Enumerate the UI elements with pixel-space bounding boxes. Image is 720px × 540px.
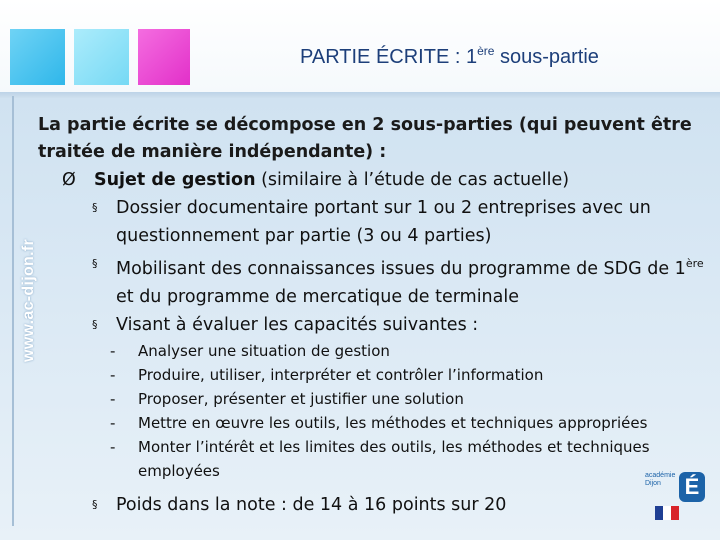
intro-text: La partie écrite se décompose en 2 sous-parties (qui peuvent être traitée de manière indépendante) : — [38, 115, 692, 162]
dash-bullet: - — [110, 414, 116, 432]
capacite-text: Monter l’intérêt et les limites des outils, les méthodes et techniques employées — [138, 438, 650, 480]
academie-logo-text: académie Dijon — [645, 472, 676, 487]
list-item-mobilisant — [38, 250, 708, 311]
item-mobilisant-sup: ère — [685, 257, 704, 270]
list-item-capacite — [38, 363, 708, 387]
sujet-rest: (similaire à l’étude de cas actuelle) — [255, 170, 570, 190]
site-url: www.ac-dijon.fr — [20, 238, 37, 362]
list-item-capacite — [38, 435, 708, 483]
list-item-sujet — [38, 166, 708, 194]
academie-logo-letter: É — [679, 472, 705, 502]
slide-content — [38, 112, 708, 519]
decor-square-cyan — [10, 29, 65, 85]
square-bullet-icon: § — [92, 257, 98, 270]
title-main: PARTIE ÉCRITE : 1 — [300, 46, 478, 68]
title-end: sous-partie — [494, 46, 599, 68]
item-dossier-text: Dossier documentaire portant sur 1 ou 2 entreprises avec un questionnement par partie (3 ou 4 parties) — [116, 198, 651, 246]
square-bullet-icon: § — [92, 498, 98, 511]
academie-logo — [645, 470, 705, 524]
dash-bullet: - — [110, 390, 116, 408]
list-item-capacite — [38, 387, 708, 411]
decor-square-light-cyan — [74, 29, 129, 85]
arrow-bullet-icon: Ø — [62, 170, 76, 190]
capacite-text: Proposer, présenter et justifier une solution — [138, 390, 464, 408]
decor-square-magenta — [138, 29, 190, 85]
french-flag-icon — [655, 506, 679, 520]
item-mobilisant-b: et du programme de mercatique de terminale — [116, 287, 519, 307]
item-visant-text: Visant à évaluer les capacités suivantes : — [116, 315, 479, 335]
list-item-visant — [38, 311, 708, 339]
square-bullet-icon: § — [92, 318, 98, 331]
capacite-text: Analyser une situation de gestion — [138, 342, 390, 360]
list-item-dossier — [38, 194, 708, 250]
list-item-capacite — [38, 339, 708, 363]
dash-bullet: - — [110, 342, 116, 360]
list-item-capacite — [38, 411, 708, 435]
dash-bullet: - — [110, 366, 116, 384]
item-mobilisant-a: Mobilisant des connaissances issues du programme de SDG de 1 — [116, 259, 686, 279]
slide-title — [300, 44, 700, 69]
capacite-text: Mettre en œuvre les outils, les méthodes et techniques appropriées — [138, 414, 648, 432]
capacite-text: Produire, utiliser, interpréter et contrôler l’information — [138, 366, 544, 384]
sujet-bold: Sujet de gestion — [94, 170, 256, 190]
title-superscript: ère — [477, 44, 495, 58]
left-rule — [12, 96, 14, 526]
item-poids-text: Poids dans la note : de 14 à 16 points sur 20 — [116, 495, 507, 515]
dash-bullet: - — [110, 438, 116, 456]
header-divider — [0, 92, 720, 98]
list-item-poids — [38, 491, 708, 519]
square-bullet-icon: § — [92, 201, 98, 214]
